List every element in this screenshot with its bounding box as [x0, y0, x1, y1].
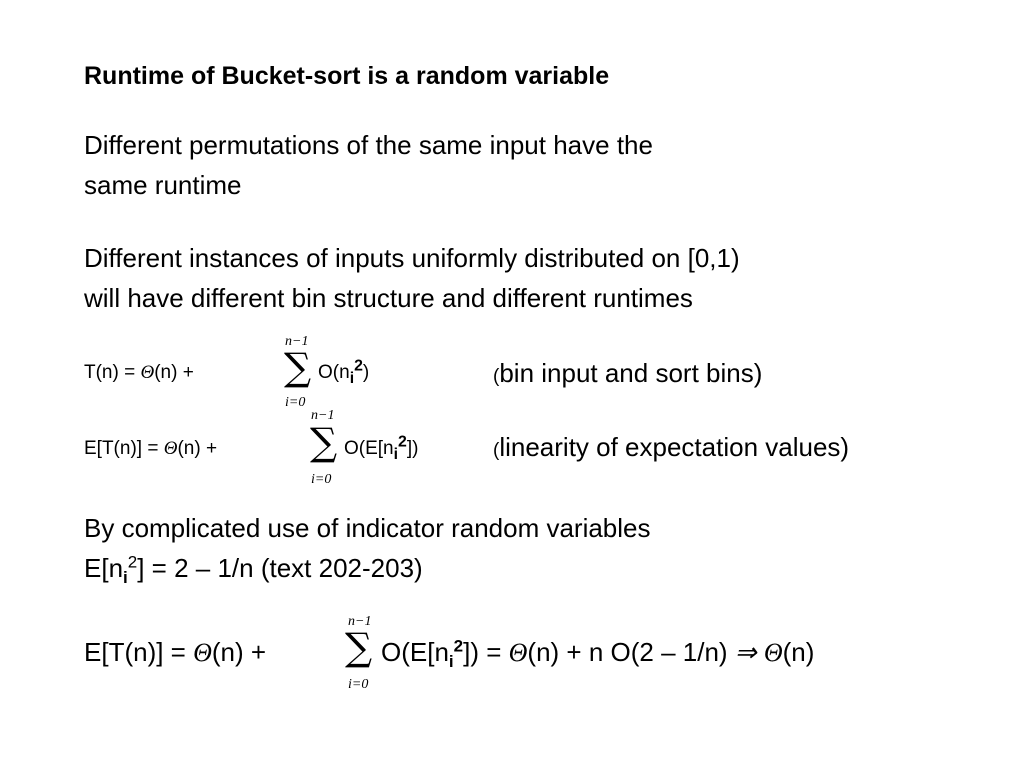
eq1-lhs: T(n) = Θ(n) + [84, 362, 194, 383]
para3-line2: $E[n_i^2] = 2 - 1/n$ (text 202-203) [84, 552, 423, 588]
para2-line2: will have different bin structure and different runtimes [84, 283, 693, 313]
eq3-sum-upper: n−1 [348, 614, 372, 629]
theta-symbol: Θ [508, 638, 528, 667]
theta-symbol: Θ [193, 638, 212, 667]
eq2-lhs: E[T(n)] = Θ(n) + [84, 438, 218, 459]
para3-line1: By complicated use of indicator random variables [84, 513, 651, 543]
eq1-comment: (bin input and sort bins) [493, 358, 763, 388]
eq2-sum-upper: n−1 [311, 408, 335, 423]
eq1-sum-upper: n−1 [285, 334, 309, 349]
theta-symbol: Θ [763, 638, 783, 667]
eq1-sum-symbol: ∑ [284, 345, 312, 389]
slide-title: Runtime of Bucket-sort is a random variable [84, 62, 610, 90]
para2-line1: Different instances of inputs uniformly distributed on [0,1) [84, 243, 740, 273]
implies-arrow-icon: ⇒ [734, 638, 757, 667]
theta-symbol: Θ [140, 362, 155, 383]
eq2-sum-lower: i=0 [311, 472, 332, 487]
eq3-line: E[T(n)] = Θ(n) + [84, 637, 267, 667]
eq2-comment: (linearity of expectation values) [493, 432, 850, 462]
eq1-sum-lower: i=0 [285, 395, 306, 410]
eq3-sum-lower: i=0 [348, 677, 369, 692]
theta-symbol: Θ [163, 438, 178, 459]
eq2-term: $O(E[n_i^2])$ [344, 433, 419, 463]
eq3-rhs: $O(E[n_i^2]) = \Theta(n) + n$ O(2 – 1/n) ⇒ Θ(n) [381, 636, 815, 672]
para1-line1: Different permutations of the same input have the [84, 130, 653, 160]
para1-line2: same runtime [84, 170, 242, 200]
eq3-sum-symbol: ∑ [345, 625, 373, 669]
eq2-sum-symbol: ∑ [310, 420, 338, 464]
eq1-term: $O(n_i^2)$ [318, 357, 370, 387]
